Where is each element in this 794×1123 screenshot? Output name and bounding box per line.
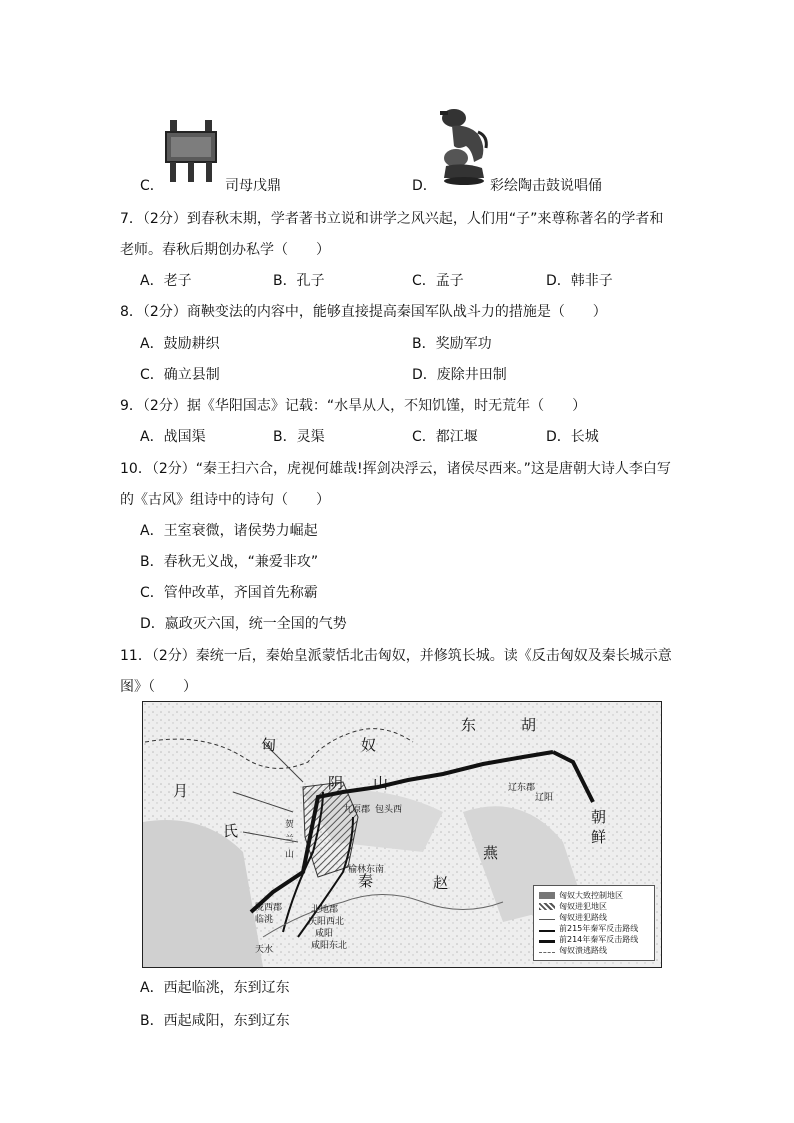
- map-label-baotou: 包头西: [375, 805, 403, 815]
- legend-row: [539, 945, 649, 956]
- q8-option-c[interactable]: C．确立县制: [140, 367, 220, 383]
- map-label-xiongnu-2: 奴: [361, 736, 377, 754]
- map-label-helan-1: 贺: [285, 820, 295, 830]
- q8-option-b[interactable]: B．奖励军功: [412, 336, 492, 352]
- legend-row: [539, 890, 649, 901]
- q11-stem-line2: 图》（ ）: [120, 679, 197, 695]
- q10-option-b[interactable]: B．春秋无义战，“兼爱非攻”: [140, 554, 319, 570]
- map-label-lintao: 陇西郡: [255, 903, 283, 913]
- q9-option-a[interactable]: A．战国渠: [140, 429, 206, 445]
- map-label-xiongnu-1: 匈: [261, 736, 277, 754]
- map-label-liaodong: 辽东郡: [508, 783, 536, 793]
- map-label-helan-2: 兰: [285, 835, 295, 845]
- legend-label: 匈奴进犯路线: [559, 913, 607, 922]
- map-label-qingyang: 庆阳西北: [308, 917, 345, 927]
- map-label-jiuyuan: 九原郡: [343, 805, 371, 815]
- map-label-yan: 燕: [483, 844, 499, 862]
- legend-swatch: [539, 940, 555, 943]
- map-label-yinshan-1: 阴: [328, 774, 344, 792]
- qin-great-wall-map: [142, 701, 662, 968]
- map-label-liaoyang: 辽阳: [535, 793, 554, 803]
- map-label-zhao: 赵: [433, 874, 449, 892]
- legend-label: 匈奴大致控制地区: [559, 891, 623, 900]
- q7-option-d[interactable]: D．韩非子: [546, 273, 613, 289]
- map-label-longxi: 天水: [255, 945, 274, 955]
- q8-option-a[interactable]: A．鼓励耕织: [140, 336, 220, 352]
- q8-option-d[interactable]: D．废除井田制: [412, 367, 507, 383]
- legend-swatch: [539, 952, 555, 953]
- q11-option-b[interactable]: B．西起咸阳，东到辽东: [140, 1013, 290, 1029]
- q6-option-d-letter: D．: [412, 178, 437, 194]
- legend-swatch: [539, 919, 555, 920]
- map-label-chao: 朝: [591, 808, 607, 826]
- q10-option-a[interactable]: A．王室衰微，诸侯势力崛起: [140, 523, 318, 539]
- pottery-figurine-icon: [438, 106, 490, 186]
- q7-option-c[interactable]: C．孟子: [412, 273, 464, 289]
- map-label-yue: 月: [173, 782, 189, 800]
- q6-option-c-letter: C．: [140, 178, 164, 194]
- q7-stem-line1: 7．（2分）到春秋末期，学者著书立说和讲学之风兴起，人们用“子”来尊称著名的学者和: [120, 211, 664, 227]
- q6-option-d-caption: 彩绘陶击鼓说唱俑: [490, 178, 602, 194]
- map-label-lintao-2: 临洮: [255, 915, 274, 925]
- q7-option-a[interactable]: A．老子: [140, 273, 192, 289]
- legend-label: 匈奴溃逃路线: [559, 946, 607, 955]
- q11-option-a[interactable]: A．西起临洮，东到辽东: [140, 980, 290, 996]
- q9-option-d[interactable]: D．长城: [546, 429, 599, 445]
- map-legend: [533, 885, 655, 961]
- map-label-xianyang-2: 咸阳东北: [311, 941, 348, 951]
- q10-stem-line2: 的《古风》组诗中的诗句（ ）: [120, 492, 330, 508]
- q7-option-b[interactable]: B．孔子: [273, 273, 325, 289]
- q11-stem-line1: 11．（2分）秦统一后，秦始皇派蒙恬北击匈奴，并修筑长城。读《反击匈奴及秦长城示意: [120, 648, 672, 664]
- map-label-shi: 氏: [223, 822, 239, 840]
- map-label-donghu-2: 胡: [521, 716, 537, 734]
- q10-stem-line1: 10．（2分）“秦王扫六合，虎视何雄哉!挥剑决浮云，诸侯尽西来。”这是唐朝大诗人李白写: [120, 461, 671, 477]
- q10-option-d[interactable]: D．嬴政灭六国，统一全国的气势: [140, 616, 347, 632]
- legend-swatch: [539, 892, 555, 899]
- legend-swatch: [539, 903, 555, 910]
- map-label-xian: 鲜: [591, 828, 607, 846]
- legend-label: 前214年秦军反击路线: [559, 935, 639, 944]
- legend-label: 前215年秦军反击路线: [559, 924, 639, 933]
- q7-stem-line2: 老师。春秋后期创办私学（ ）: [120, 242, 330, 258]
- bronze-ding-icon: [162, 118, 220, 184]
- q9-option-b[interactable]: B．灵渠: [273, 429, 325, 445]
- map-label-xianyang: 咸阳: [315, 929, 334, 939]
- legend-swatch: [539, 930, 555, 932]
- legend-row: [539, 923, 649, 934]
- map-label-donghu-1: 东: [461, 716, 477, 734]
- map-label-helan-3: 山: [285, 850, 295, 860]
- map-label-yinshan-2: 山: [373, 774, 389, 792]
- q10-option-c[interactable]: C．管仲改革，齐国首先称霸: [140, 585, 318, 601]
- legend-label: 匈奴进犯地区: [559, 902, 607, 911]
- map-label-beidi: 北地郡: [311, 905, 339, 915]
- q9-stem: 9．（2分）据《华阳国志》记载：“水旱从人，不知饥馑，时无荒年（ ）: [120, 398, 587, 414]
- legend-row: [539, 901, 649, 912]
- legend-row: [539, 934, 649, 945]
- q9-option-c[interactable]: C．都江堰: [412, 429, 478, 445]
- map-label-qin: 秦: [358, 872, 374, 890]
- q8-stem: 8．（2分）商鞅变法的内容中，能够直接提高秦国军队战斗力的措施是（ ）: [120, 304, 607, 320]
- map-label-yulin: 榆林东南: [348, 865, 385, 875]
- q6-option-c-caption: 司母戊鼎: [225, 178, 281, 194]
- legend-row: [539, 912, 649, 923]
